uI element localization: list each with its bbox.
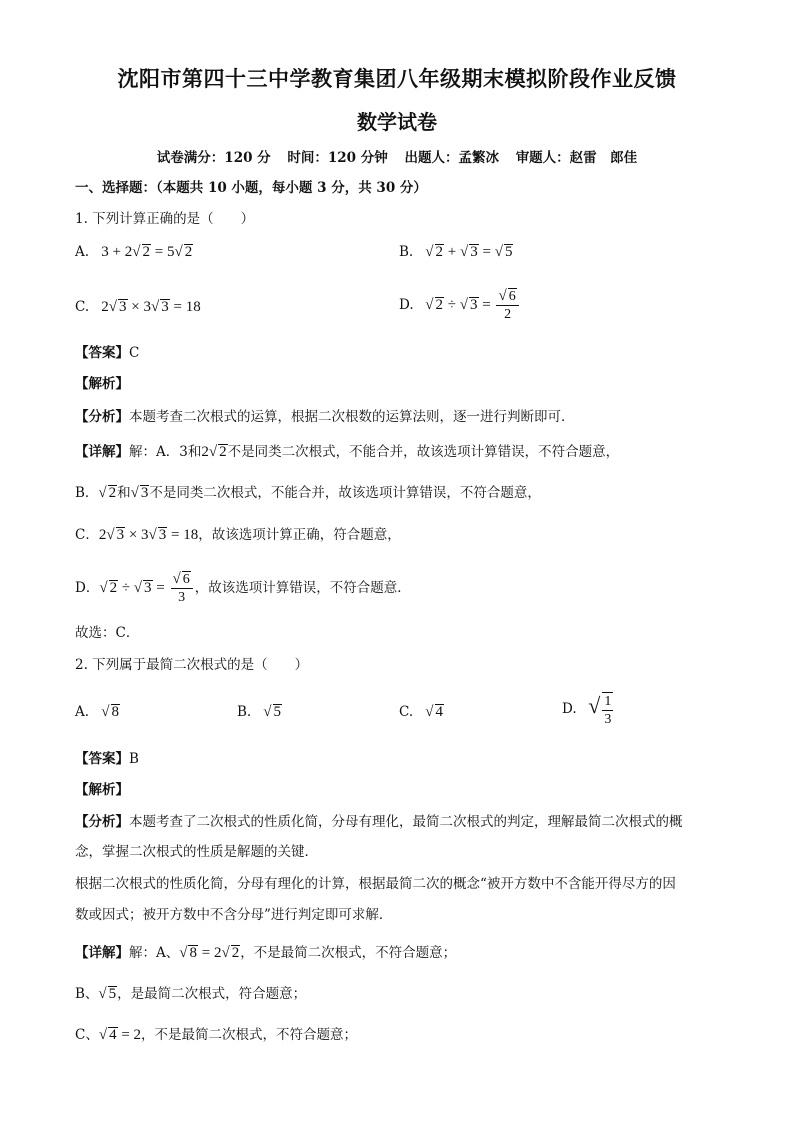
q1-detail-b-post: 不是同类二次根式，不能合并，故该选项计算错误，不符合题意， bbox=[149, 485, 541, 501]
q1-fenxi-tag: 【分析】 bbox=[75, 409, 129, 425]
q1-fenxi bbox=[75, 407, 575, 427]
q2-option-d-expr: √ $\frac{1}{3}$ bbox=[588, 693, 612, 727]
q2-answer-value: B bbox=[129, 751, 139, 767]
q2-option-c-label: C. bbox=[399, 704, 414, 720]
q1-option-c-label: C. bbox=[75, 299, 90, 315]
q1-fenxi-text: 本题考查二次根式的运算，根据二次根数的运算法则，逐一进行判断即可． bbox=[129, 409, 575, 425]
q1-detail-a-pre: 解：A．3和 bbox=[129, 444, 202, 460]
q2-fenxi-tag: 【分析】 bbox=[75, 814, 129, 830]
q2-option-a bbox=[75, 702, 120, 722]
q1-detail-b-mid: 和 bbox=[117, 485, 131, 501]
q2-option-b bbox=[237, 702, 282, 722]
q2-option-a-label: A. bbox=[75, 704, 90, 720]
q1-option-a bbox=[75, 242, 193, 262]
q1-detail-b-pre: B． bbox=[75, 485, 99, 501]
exam-title: 沈阳市第四十三中学教育集团八年级期末模拟阶段作业反馈 bbox=[117, 66, 677, 91]
q2-answer-tag: 【答案】 bbox=[75, 751, 129, 767]
q1-option-d-label: D. bbox=[399, 296, 414, 313]
q1-answer-value: C bbox=[129, 345, 140, 361]
q1-option-a-expr: 3 + 2√ 2 = 5√ 2 bbox=[101, 244, 193, 260]
q1-detail-a: 【详解】解：A．3和2√ 2不是同类二次根式，不能合并，故该选项计算错误，不符合题意， bbox=[75, 444, 620, 460]
q1-detail-d: D．√ 2 ÷ √ 3 = $\frac{√ 6}{3}$ ，故该选项计算错误，不符合题意． bbox=[75, 571, 411, 606]
q1-option-b-expr: √ 2 + √ 3 = √ 5 bbox=[425, 244, 513, 260]
q2-option-b-expr: √ 5 bbox=[263, 704, 282, 720]
q2-para-line1: 根据二次根式的性质化简，分母有理化的计算，根据最简二次的概念“被开方数中不含能开得尽方的因 bbox=[75, 876, 676, 892]
q2-option-a-expr: √ 8 bbox=[101, 704, 120, 720]
q1-detail-c-post: ，故该选项计算正确，符合题意， bbox=[198, 527, 401, 543]
q2-detail-b-pre: B、 bbox=[75, 986, 99, 1002]
info-reviewer: 审题人：赵雷 郎佳 bbox=[515, 150, 638, 166]
q2-detail-a-pre: 解：A、 bbox=[129, 945, 180, 961]
q2-fenxi-line1 bbox=[75, 812, 683, 832]
q1-detail-d-post: ，故该选项计算错误，不符合题意． bbox=[194, 580, 411, 596]
q1-detail-a-post: 不是同类二次根式，不能合并，故该选项计算错误，不符合题意， bbox=[227, 444, 620, 460]
q1-option-d-expr: √ 2 ÷ √ 3 = $\frac{√ 6}{2}$ bbox=[425, 297, 520, 313]
q1-detail-c-pre: C． bbox=[75, 527, 99, 543]
q2-option-b-label: B. bbox=[237, 704, 252, 720]
q2-para-line2: 数或因式；被开方数中不含分母”进行判定即可求解． bbox=[75, 907, 393, 923]
q2-option-d bbox=[562, 692, 615, 728]
q2-detail-a-post: ，不是最简二次根式，不符合题意； bbox=[240, 945, 457, 961]
exam-info bbox=[0, 146, 794, 166]
q1-option-c-expr: 2√ 3 × 3√ 3 = 18 bbox=[101, 299, 201, 315]
q2-detail-c-post: ，不是最简二次根式，不符合题意； bbox=[141, 1027, 358, 1043]
q2-fenxi-line2: 念，掌握二次根式的性质是解题的关键． bbox=[75, 844, 318, 860]
q2-detail-b: B、√ 5，是最简二次根式，符合题意； bbox=[75, 986, 307, 1002]
q2-answer bbox=[75, 749, 139, 769]
info-author: 出题人：孟繁冰 bbox=[404, 150, 499, 166]
q1-option-b bbox=[399, 242, 513, 262]
info-score: 试卷满分：120 分 bbox=[156, 150, 271, 166]
q2-xiangjie-tag: 【详解】 bbox=[75, 945, 129, 961]
q1-answer bbox=[75, 343, 139, 363]
q2-fenxi-text-1: 本题考查了二次根式的性质化简，分母有理化，最简二次根式的判定，理解最简二次根式的概 bbox=[129, 814, 683, 830]
q1-option-c bbox=[75, 297, 201, 317]
exam-subtitle: 数学试卷 bbox=[357, 110, 437, 134]
q2-option-d-label: D. bbox=[562, 701, 577, 718]
q2-detail-b-post: ，是最简二次根式，符合题意； bbox=[117, 986, 307, 1002]
q1-stem: 1. 下列计算正确的是（ ） bbox=[75, 211, 255, 227]
q1-detail-b: B．√ 2和√ 3不是同类二次根式，不能合并，故该选项计算错误，不符合题意， bbox=[75, 485, 541, 501]
q2-detail-c-pre: C、 bbox=[75, 1027, 99, 1043]
q2-option-c-expr: √ 4 bbox=[425, 704, 444, 720]
q1-xiangjie-tag: 【详解】 bbox=[75, 444, 129, 460]
q1-conclusion: 故选：C． bbox=[75, 625, 140, 641]
q1-answer-tag: 【答案】 bbox=[75, 345, 129, 361]
q1-analysis-tag: 【解析】 bbox=[75, 376, 129, 392]
q1-detail-c: C．2√ 3 × 3√ 3 = 18，故该选项计算正确，符合题意， bbox=[75, 527, 401, 543]
q2-detail-a: 【详解】解：A、√ 8 = 2√ 2，不是最简二次根式，不符合题意； bbox=[75, 945, 457, 961]
q2-analysis-tag: 【解析】 bbox=[75, 782, 129, 798]
q1-detail-d-pre: D． bbox=[75, 580, 100, 596]
q1-option-d bbox=[399, 288, 521, 323]
info-time: 时间：120 分钟 bbox=[287, 150, 388, 166]
q2-option-c bbox=[399, 702, 444, 722]
q2-stem: 2. 下列属于最简二次根式的是（ ） bbox=[75, 657, 309, 673]
q1-option-b-label: B. bbox=[399, 244, 414, 260]
q2-detail-c: C、√ 4 = 2，不是最简二次根式，不符合题意； bbox=[75, 1027, 358, 1043]
section-heading: 一、选择题：（本题共 10 小题，每小题 3 分，共 30 分） bbox=[75, 180, 427, 196]
q1-option-a-label: A. bbox=[75, 244, 90, 260]
